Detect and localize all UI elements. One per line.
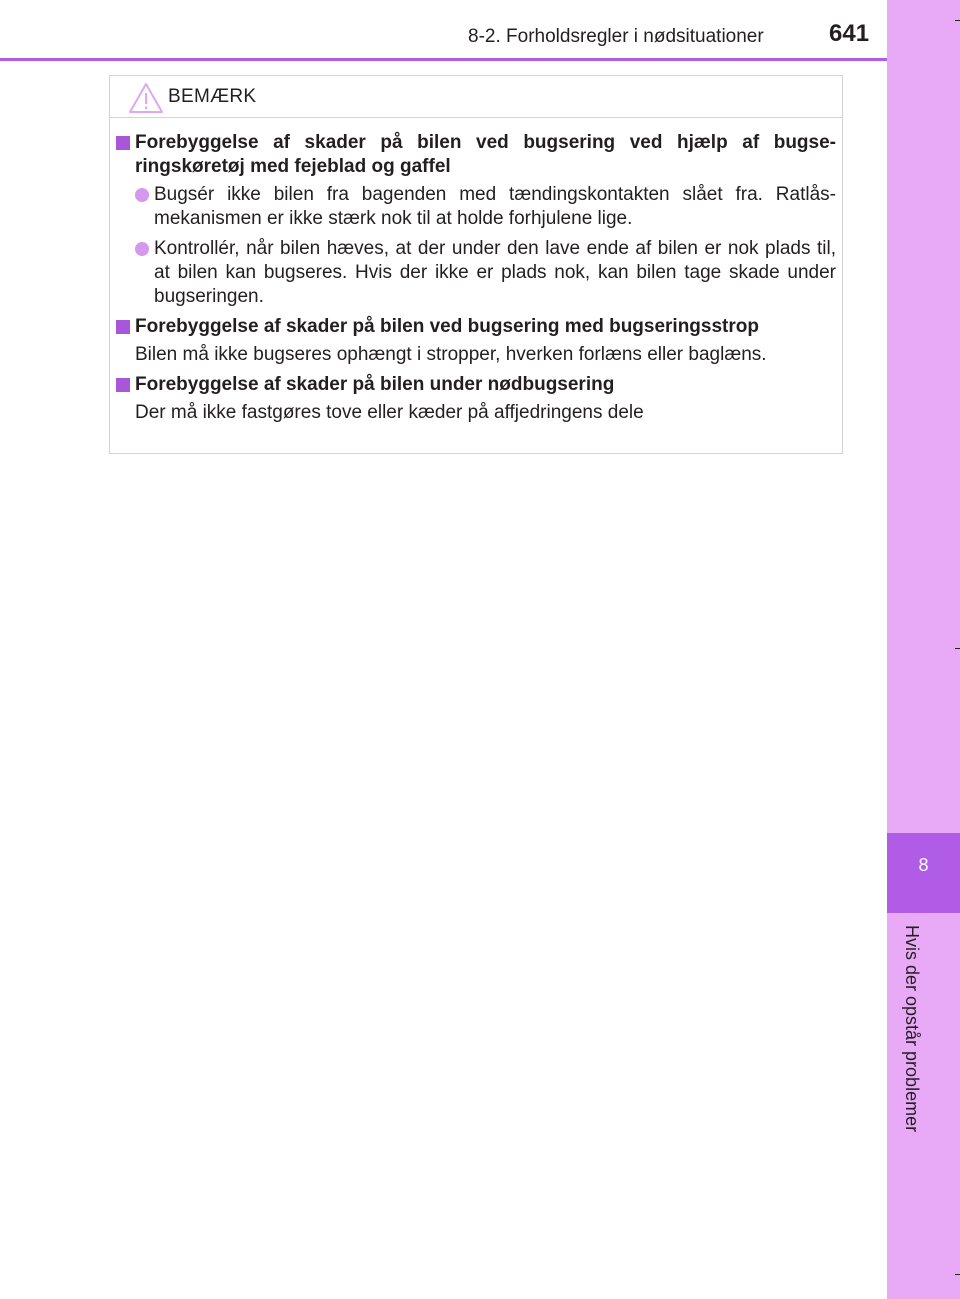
page-number: 641 (829, 20, 870, 47)
warning-triangle-icon (128, 82, 164, 114)
section-heading (114, 315, 836, 339)
section-title: 8-2. Forholdsregler i nødsituationer (468, 26, 764, 47)
list-item-text: Bugsér ikke bilen fra bagenden med tændingskontakten slået fra. Ratlåsmekanismen er ikke stærk nok til at holde forhjulene lige. (154, 184, 836, 229)
notice-body (114, 131, 836, 431)
notice-header (110, 76, 842, 118)
chapter-number-block (887, 833, 960, 913)
section-heading (114, 131, 836, 179)
section-heading-text: Forebyggelse af skader på bilen ved bugsering med bugseringsstrop (135, 316, 759, 337)
list-item (114, 237, 836, 309)
crop-mark (955, 20, 960, 21)
chapter-number: 8 (918, 855, 929, 875)
section-text: Der må ikke fastgøres tove eller kæder på affjedringens dele (135, 402, 644, 423)
header-divider (0, 58, 888, 61)
list-item-text: Kontrollér, når bilen hæves, at der under den lave ende af bilen er nok plads til, at bilen kan bugseres. Hvis der ikke er plads nok, kan bilen tage skade under bugseringen. (154, 238, 836, 307)
chapter-title: Hvis der opstår problemer (902, 925, 922, 1133)
list-item (114, 183, 836, 231)
section-heading-text: Forebyggelse af skader på bilen ved bugsering ved hjælp af bugseringskøretøj med fejeblad og gaffel (135, 132, 836, 177)
notice-label: BEMÆRK (168, 86, 257, 107)
square-bullet-icon (116, 378, 130, 392)
round-bullet-icon (135, 188, 149, 202)
crop-mark (955, 648, 960, 649)
notice-box (109, 75, 843, 454)
section-text: Bilen må ikke bugseres ophængt i stropper, hverken forlæns eller baglæns. (135, 344, 767, 365)
square-bullet-icon (116, 136, 130, 150)
round-bullet-icon (135, 242, 149, 256)
section-heading-text: Forebyggelse af skader på bilen under nødbugsering (135, 374, 615, 395)
square-bullet-icon (116, 320, 130, 334)
section-heading (114, 373, 836, 397)
crop-mark (955, 1274, 960, 1275)
